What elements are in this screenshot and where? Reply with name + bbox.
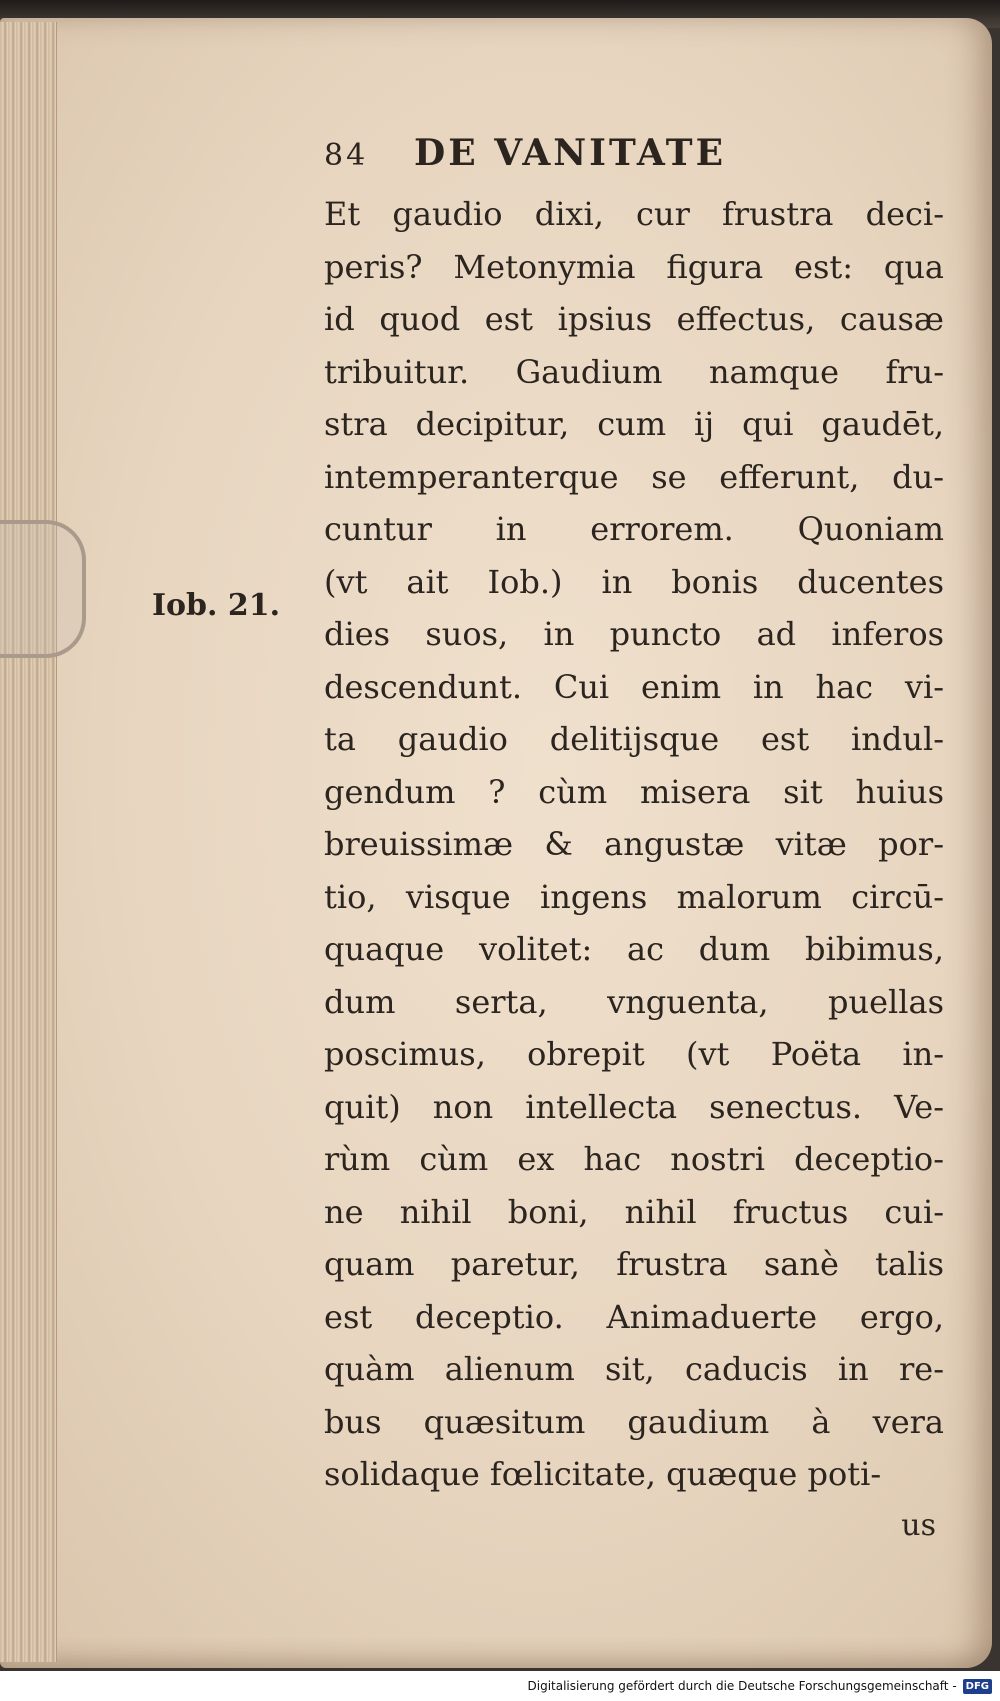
text-lines — [324, 188, 944, 1501]
text-line: quaque volitet: ac dum bibimus, — [324, 930, 944, 968]
text-line: stra decipitur, cum ij qui gaudēt, — [324, 405, 944, 443]
text-line: (vt ait Iob.) in bonis ducentes — [324, 562, 944, 601]
text-line: breuissimæ & angustæ vitæ por- — [324, 825, 944, 863]
marginal-note: Iob. 21. — [152, 588, 281, 623]
text-line: tio, visque ingens malorum circū- — [324, 877, 944, 916]
page-number: 84 — [324, 138, 369, 173]
text-block — [324, 132, 944, 1551]
text-line: poscimus, obrepit (vt Poëta in- — [324, 1035, 944, 1073]
text-line: dum serta, vnguenta, puellas — [324, 982, 944, 1021]
footer-credit: Digitalisierung gefördert durch die Deutsche Forschungsgemeinschaft - — [527, 1679, 957, 1693]
text-line: cuntur in errorem. Quoniam — [324, 510, 944, 548]
text-line: quam paretur, frustra sanè talis — [324, 1245, 944, 1283]
catchword: us — [901, 1507, 936, 1543]
text-line: descendunt. Cui enim in hac vi- — [324, 667, 944, 706]
text-line: est deceptio. Animaduerte ergo, — [324, 1297, 944, 1336]
text-line: quit) non intellecta senectus. Ve- — [324, 1087, 944, 1126]
text-line: tribuitur. Gaudium namque fru- — [324, 352, 944, 391]
text-line: solidaque fœlicitate, quæque poti- — [324, 1455, 882, 1493]
text-line: Et gaudio dixi, cur frustra deci- — [324, 195, 944, 233]
text-line: ta gaudio delitijsque est indul- — [324, 720, 944, 758]
page-edges — [0, 22, 57, 1662]
text-line: gendum ? cùm misera sit huius — [324, 772, 944, 811]
running-title: DE VANITATE — [414, 132, 727, 174]
dfg-logo: DFG — [963, 1679, 992, 1694]
text-line: quàm alienum sit, caducis in re- — [324, 1350, 944, 1388]
running-head — [324, 132, 944, 188]
text-line: ne nihil boni, nihil fructus cui- — [324, 1192, 944, 1231]
text-line: intemperanterque se efferunt, du- — [324, 457, 944, 496]
text-line: rùm cùm ex hac nostri deceptio- — [324, 1140, 944, 1178]
text-line: dies suos, in puncto ad inferos — [324, 615, 944, 653]
book-clasp — [0, 520, 86, 658]
text-line: id quod est ipsius effectus, causæ — [324, 300, 944, 338]
text-line: bus quæsitum gaudium à vera — [324, 1402, 944, 1441]
text-line: peris? Metonymia figura est: qua — [324, 247, 944, 286]
footer-bar — [0, 1671, 1000, 1701]
